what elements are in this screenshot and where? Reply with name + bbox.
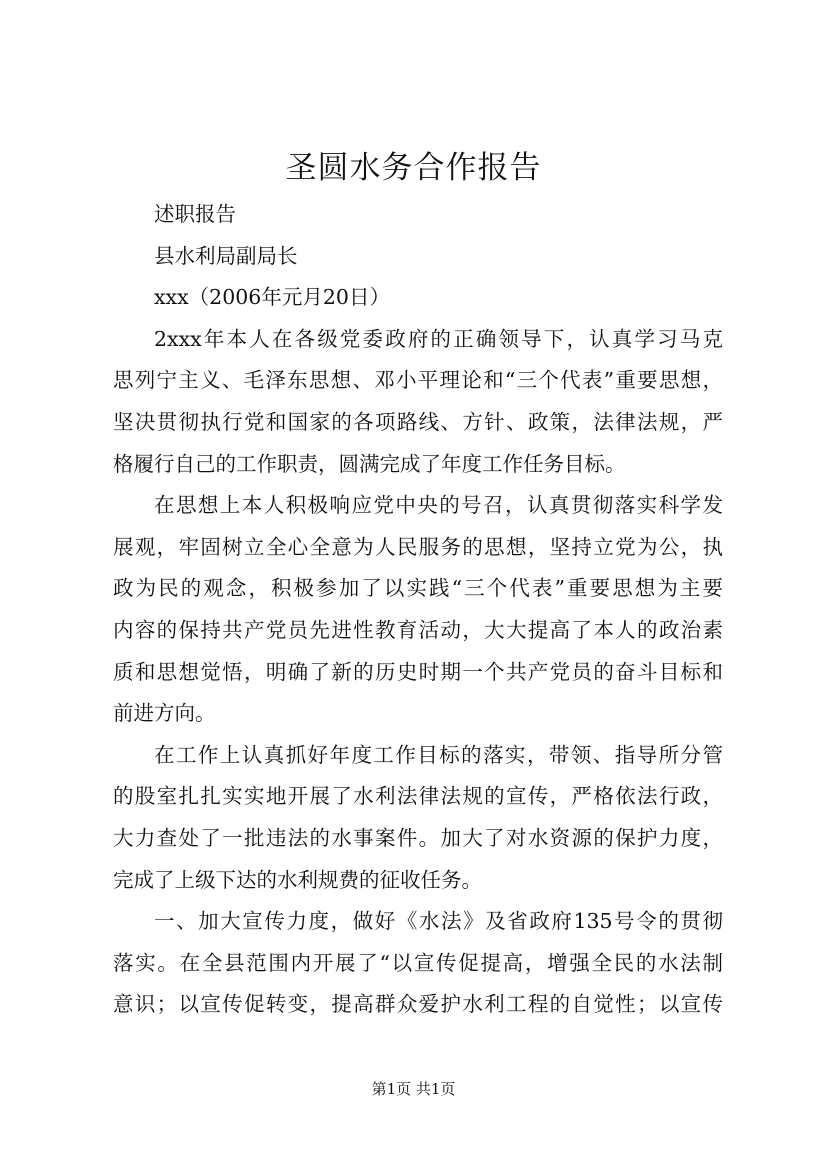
body-line: 格履行自己的工作职责，圆满完成了年度工作任务目标。 [113, 451, 626, 476]
body-line: 政为民的观念，积极参加了以实践“三个代表”重要思想为主要 [113, 576, 723, 601]
body-line: 一、加大宣传力度，做好《水法》及省政府135号令的贯彻 [154, 909, 723, 934]
document-title: 圣圆水务合作报告 [285, 150, 542, 186]
body-line: 县水利局副局长 [154, 243, 298, 268]
body-line: 在工作上认真抓好年度工作目标的落实，带领、指导所分管 [154, 742, 723, 767]
body-line: 思列宁主义、毛泽东思想、邓小平理论和“三个代表”重要思想， [113, 368, 723, 393]
body-line: 意识；以宣传促转变，提高群众爱护水利工程的自觉性；以宣传 [113, 992, 723, 1017]
body-line: 2xxx年本人在各级党委政府的正确领导下，认真学习马克 [154, 326, 723, 351]
body-line: 质和思想觉悟，明确了新的历史时期一个共产党员的奋斗目标和 [113, 659, 723, 684]
body-line: 落实。在全县范围内开展了“以宣传促提高，增强全民的水法制 [113, 950, 723, 975]
body-line: xxx（2006年元月20日） [154, 285, 390, 310]
body-line: 坚决贯彻执行党和国家的各项路线、方针、政策，法律法规，严 [113, 409, 723, 434]
body-line: 前进方向。 [113, 701, 216, 726]
page-footer: 第1页 共1页 [371, 1080, 456, 1098]
body-line: 述职报告 [154, 202, 236, 226]
body-line: 大力查处了一批违法的水事案件。加大了对水资源的保护力度， [113, 825, 723, 850]
body-line: 在思想上本人积极响应党中央的号召，认真贯彻落实科学发 [154, 493, 723, 518]
body-line: 完成了上级下达的水利规费的征收任务。 [113, 867, 482, 892]
body-line: 展观，牢固树立全心全意为人民服务的思想，坚持立党为公，执 [113, 534, 723, 559]
body-line: 内容的保持共产党员先进性教育活动，大大提高了本人的政治素 [113, 617, 723, 642]
document-body [113, 194, 723, 1026]
body-line: 的股室扎扎实实地开展了水利法律法规的宣传，严格依法行政， [113, 784, 723, 809]
